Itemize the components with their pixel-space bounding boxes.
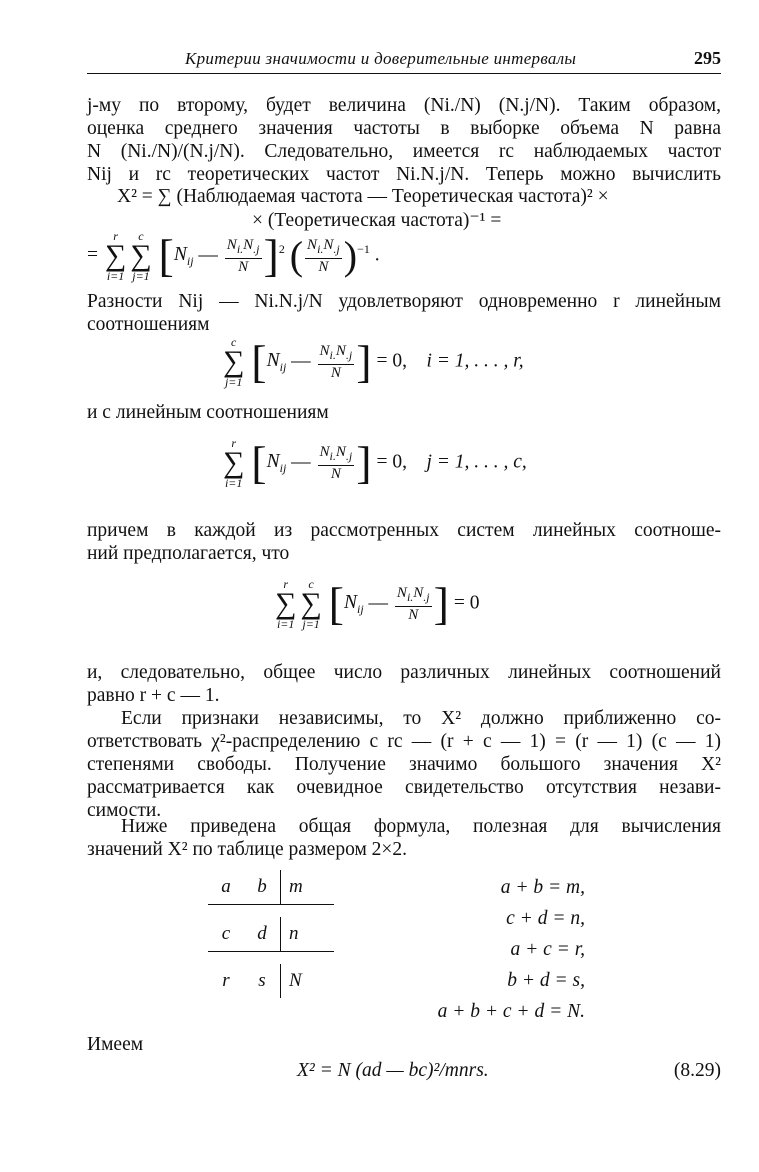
table-cell: N	[280, 964, 320, 998]
period: .	[374, 244, 380, 266]
running-title: Критерии значимости и доверительные интервалы	[185, 49, 577, 68]
row-constraint-equation: c ∑ j=1 [$N_{ij}$ — $\frac{N_{i.}N_{.j}}{N}$ ] = 0, i = 1, . . . , r,	[223, 335, 524, 389]
text-line: симости.	[87, 800, 162, 821]
chi-square-definition: X² = ∑ (Наблюдаемая частота — Теоретическая частота)² ×	[117, 186, 609, 207]
running-header	[87, 48, 721, 74]
table-cell: s	[258, 970, 266, 991]
relation: c + d = n,	[506, 908, 585, 929]
sum-symbol: c ∑ j=1	[223, 335, 245, 389]
text-line: N (Ni./N)/(N.j/N). Следовательно, имеется rc наблюдаемых частот	[87, 141, 721, 162]
equation-number: (8.29)	[673, 1060, 721, 1081]
text-line: Разности Nij — Ni.N.j/N удовлетворяют одновременно r линейным	[87, 291, 721, 312]
text-line: и c линейным соотношениям	[87, 402, 329, 423]
relation: a + c = r,	[510, 939, 585, 960]
table-cell: m	[280, 870, 320, 904]
equals-zero: = 0,	[376, 451, 407, 473]
sum-symbol: c ∑ j=1	[130, 229, 152, 283]
table-row	[208, 964, 334, 998]
relation: a + b = m,	[500, 877, 585, 898]
text-line: j-му по второму, будет величина (Ni./N) (N.j/N). Таким образом,	[87, 95, 721, 116]
text-line: Ниже приведена общая формула, полезная для вычисления	[121, 816, 721, 837]
equals-sign: =	[87, 244, 98, 266]
text-line: Имеем	[87, 1034, 144, 1055]
table-cell: r	[222, 970, 230, 991]
text-line: рассматривается как очевидное свидетельство отсутствия незави-	[87, 777, 721, 798]
chi-square-formula: = r ∑ i=1 c ∑ j=1 [$N_{ij}$ — $\frac{N_{i.}N_{.j}}{N}$ ]$^2$ ( $\frac{N_{i.}N_{.j}}{N}$ )$^{-1}$ .	[87, 229, 380, 283]
table-cell: a	[221, 876, 231, 897]
text-line: значений X² по таблице размером 2×2.	[87, 839, 408, 860]
text-line: причем в каждой из рассмотренных систем линейных соотноше-	[87, 520, 721, 541]
page-number: 295	[694, 48, 721, 68]
table-row	[208, 917, 334, 952]
chi-square-definition-cont: × (Теоретическая частота)⁻¹ =	[252, 210, 502, 231]
table-cell: n	[280, 917, 320, 951]
equals-zero: = 0	[453, 592, 480, 614]
text-line: ответствовать χ²-распределению с rc — (r + c — 1) = (r — 1) (c — 1)	[87, 731, 721, 752]
sum-symbol: c ∑ j=1	[300, 577, 322, 631]
relation: a + b + c + d = N.	[437, 1001, 585, 1022]
total-constraint-equation: r ∑ i=1 c ∑ j=1 [$N_{ij}$ — $\frac{N_{i.}N_{.j}}{N}$ ] = 0	[275, 577, 480, 631]
sum-symbol: r ∑ i=1	[104, 229, 127, 283]
contingency-table	[208, 870, 334, 998]
table-cell: c	[221, 923, 231, 944]
text-line: соотношениям	[87, 314, 210, 335]
sum-symbol: r ∑ i=1	[223, 436, 245, 490]
table-cell: b	[257, 876, 267, 897]
text-line: и, следовательно, общее число различных линейных соотношений	[87, 662, 721, 683]
text-line: Если признаки независимы, то X² должно приближенно со-	[121, 708, 721, 729]
table-cell: d	[257, 923, 267, 944]
marginal-relations	[405, 872, 585, 1027]
text-line: оценка среднего значения частоты в выборке объема N равна	[87, 118, 721, 139]
text-line: равно r + c — 1.	[87, 685, 220, 706]
text-line: Nij и rc теоретических частот Ni.N.j/N. Теперь можно вычислить	[87, 164, 721, 185]
index-range: i = 1, . . . , r,	[426, 350, 524, 372]
text-line: степенями свободы. Получение значимо большого значения X²	[87, 754, 721, 775]
text-line: ний предполагается, что	[87, 543, 290, 564]
final-formula: X² = N (ad — bc)²/mnrs.	[297, 1060, 489, 1081]
equals-zero: = 0,	[376, 350, 407, 372]
relation: b + d = s,	[507, 970, 585, 991]
column-constraint-equation: r ∑ i=1 [$N_{ij}$ — $\frac{N_{i.}N_{.j}}{N}$ ] = 0, j = 1, . . . , c,	[223, 436, 527, 490]
index-range: j = 1, . . . , c,	[426, 451, 527, 473]
table-row	[208, 870, 334, 905]
sum-symbol: r ∑ i=1	[275, 577, 297, 631]
